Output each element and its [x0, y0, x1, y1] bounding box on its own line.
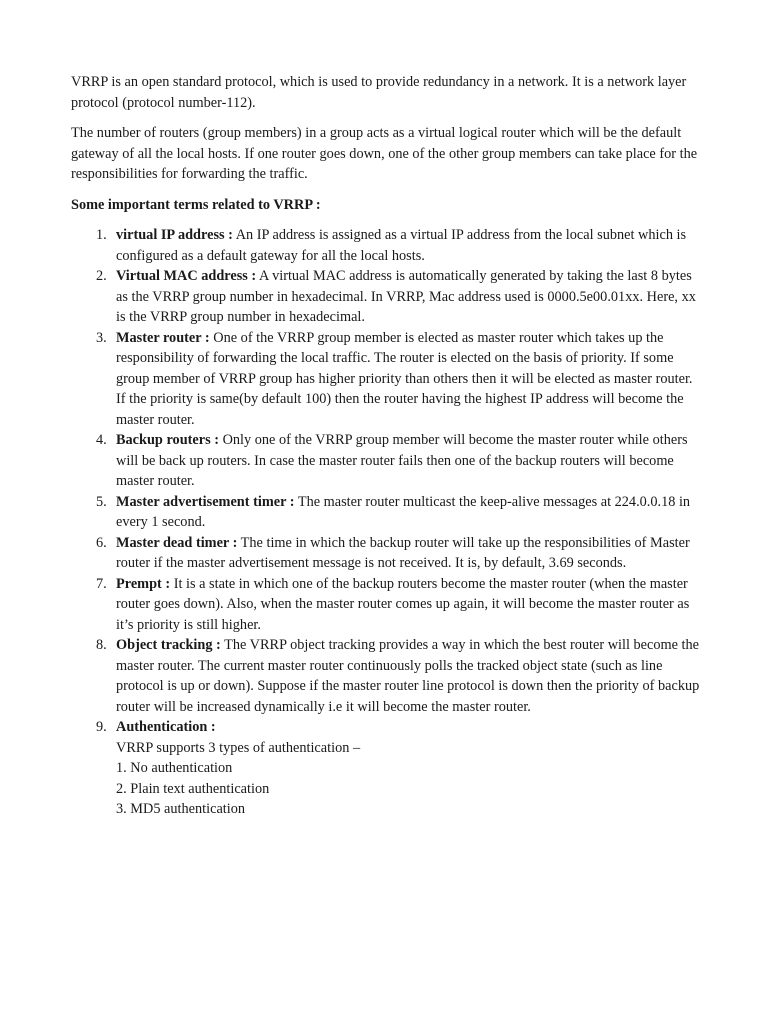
- item-number: 3.: [96, 329, 107, 346]
- item-term: virtual IP address :: [116, 227, 233, 243]
- auth-type: 2. Plain text authentication: [116, 780, 270, 797]
- item-text: One of the VRRP group member is elected as master router which takes up the responsibility of forwarding the local traffic. The router is elected on the basis of priority. If some group member of VRRP group has higher priority than others then it will be elected as master router. If the priority is same(by default 100) then the router having the highest IP address will become the master router.: [116, 329, 693, 428]
- item-text: A virtual MAC address is automatically generated by taking the last 8 bytes as the VRRP group number in hexadecimal. In VRRP, Mac address used is 0000.5e00.01xx. Here, xx is the VRRP group number in hexadecimal.: [116, 268, 696, 325]
- item-number: 4.: [96, 432, 107, 448]
- auth-type: 1. No authentication: [116, 760, 233, 776]
- auth-type: 3. MD5 authentication: [116, 801, 246, 817]
- list-item: [71, 533, 703, 574]
- item-term: Backup routers :: [116, 432, 219, 448]
- item-number: 2.: [96, 268, 107, 284]
- list-item: [71, 266, 703, 328]
- list-item: [71, 430, 703, 492]
- terms-list: [71, 225, 703, 820]
- list-item: [71, 225, 703, 266]
- item-term: Virtual MAC address :: [116, 268, 257, 284]
- item-term: Prempt :: [116, 575, 171, 592]
- item-number: 5.: [96, 493, 107, 510]
- terms-heading: Some important terms related to VRRP :: [71, 196, 321, 213]
- item-term: Authentication :: [116, 719, 216, 735]
- document-page: [71, 72, 703, 820]
- item-text: It is a state in which one of the backup routers become the master router (when the master router goes down). Also, when the master router comes up again, it will become the master router as it’s priority is still higher.: [116, 575, 690, 633]
- item-term: Master advertisement timer :: [116, 493, 295, 510]
- item-term: Master router :: [116, 329, 210, 346]
- group-paragraph: The number of routers (group members) in a group acts as a virtual logical router which will be the default gateway of all the local hosts. If one router goes down, one of the other group members can take place for the responsibilities for forwarding the traffic.: [71, 125, 698, 182]
- item-text: An IP address is assigned as a virtual IP address from the local subnet which is configured as a default gateway for all the local hosts.: [116, 227, 687, 264]
- item-term: Object tracking :: [116, 637, 221, 653]
- list-item: [71, 635, 703, 717]
- item-text: The master router multicast the keep-alive messages at 224.0.0.18 in every 1 second.: [116, 493, 691, 530]
- intro-paragraph: VRRP is an open standard protocol, which is used to provide redundancy in a network. It is a network layer protocol (protocol number-112).: [71, 74, 687, 111]
- list-item: [71, 492, 703, 533]
- list-item: [71, 574, 703, 636]
- item-number: 8.: [96, 637, 107, 653]
- list-item: [71, 717, 703, 820]
- item-term: Master dead timer :: [116, 534, 238, 551]
- item-text: The time in which the backup router will take up the responsibilities of Master router if the master advertisement message is not received. It is, by default, 3.69 seconds.: [116, 534, 690, 571]
- item-text: Only one of the VRRP group member will become the master router while others will be back up routers. In case the master router fails then one of the backup routers will become master router.: [116, 432, 688, 489]
- auth-intro: VRRP supports 3 types of authentication –: [116, 739, 361, 756]
- item-number: 9.: [96, 719, 107, 735]
- item-text: The VRRP object tracking provides a way in which the best router will become the master router. The current master router continuously polls the tracked object state (such as line protocol is up or down). Suppose if the master router line protocol is down then the priority of backup router will be increased dynamically i.e it will become the master router.: [116, 637, 700, 715]
- list-item: [71, 328, 703, 431]
- item-number: 7.: [96, 575, 107, 592]
- item-number: 1.: [96, 227, 107, 243]
- item-number: 6.: [96, 534, 107, 551]
